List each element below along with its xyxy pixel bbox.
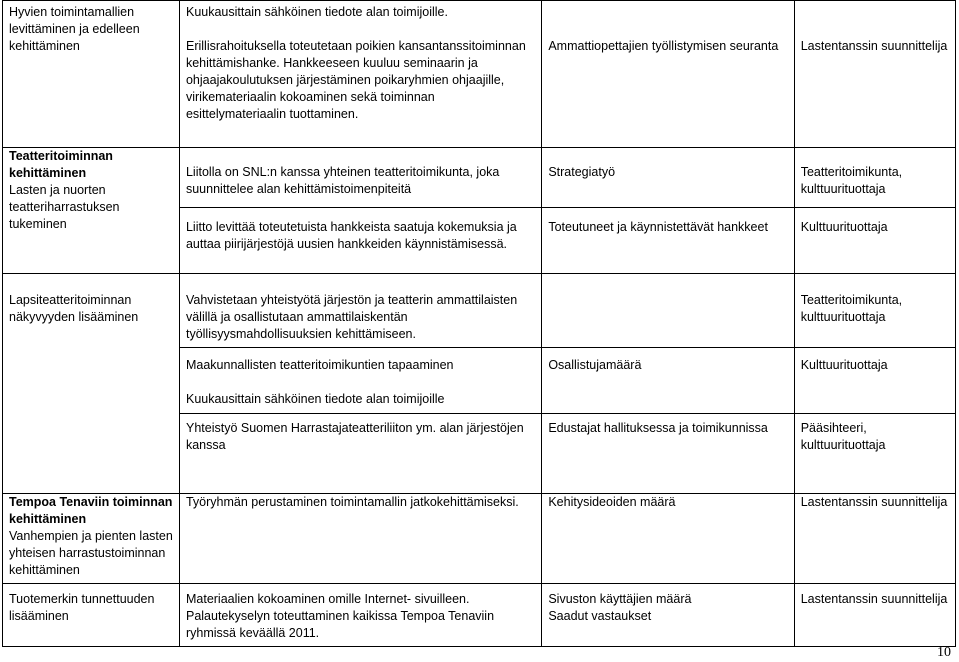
goal-text: Lapsiteatteritoiminnan näkyvyyden lisääminen (9, 293, 139, 324)
action-text: Vahvistetaan yhteistyötä järjestön ja teatterin ammattilaisten välillä ja osallistutaan ammattilaiskentän työllisyysmahdollisuuksien kehittämiseen. (185, 293, 518, 341)
responsible-cell (794, 494, 955, 584)
goal-cell (3, 1, 180, 148)
indicator-cell (542, 348, 794, 414)
goal-cell (3, 494, 180, 584)
indicator-text: Kehitysideoiden määrä (548, 495, 676, 509)
table-row (3, 148, 956, 208)
indicator-cell (542, 584, 794, 647)
action-text: Materiaalien kokoaminen omille Internet- sivuilleen. Palautekyselyn toteuttaminen kaikissa Tempoa Tenaviin ryhmissä keväällä 2011. (185, 592, 495, 640)
action-text: Erillisrahoituksella toteutetaan poikien kansantanssitoiminnan kehittämishanke. Hankkeeseen kuuluu seminaarin ja ohjaajakoulutuksen järjestäminen poikaryhmien ohjaajille, virikemateriaalin kokoaminen sekä toiminnan esittelymateriaalin tuottaminen. (185, 39, 526, 121)
responsible-text: Kulttuurituottaja (800, 220, 888, 234)
action-cell (179, 274, 541, 348)
responsible-text: Lastentanssin suunnittelija (800, 592, 948, 606)
action-text: Kuukausittain sähköinen tiedote alan toimijoille (185, 392, 445, 406)
responsible-text: Lastentanssin suunnittelija (800, 39, 948, 53)
action-cell (179, 348, 541, 414)
indicator-text: Toteutuneet ja käynnistettävät hankkeet (548, 220, 768, 234)
table-row (3, 274, 956, 348)
responsible-cell (794, 348, 955, 414)
action-text: Kuukausittain sähköinen tiedote alan toimijoille. (185, 5, 448, 19)
action-text: Yhteistyö Suomen Harrastajateatteriliiton ym. alan järjestöjen kanssa (185, 421, 524, 452)
table-row (3, 584, 956, 647)
responsible-text: Teatteritoimikunta, kulttuurituottaja (800, 293, 903, 324)
table-row (3, 1, 956, 148)
indicator-text: Strategiatyö (548, 165, 616, 179)
indicator-text: Sivuston käyttäjien määrä (548, 592, 692, 606)
responsible-text: Pääsihteeri, kulttuurituottaja (800, 421, 886, 452)
indicator-cell (542, 208, 794, 274)
responsible-cell (794, 274, 955, 348)
indicator-cell (542, 414, 794, 494)
action-text: Maakunnallisten teatteritoimikuntien tapaaminen (185, 358, 454, 372)
indicator-text: Ammattiopettajien työllistymisen seuranta (548, 39, 779, 53)
action-text: Työryhmän perustaminen toimintamallin jatkokehittämiseksi. (185, 495, 519, 509)
responsible-text: Lastentanssin suunnittelija (800, 495, 948, 509)
action-cell (179, 208, 541, 274)
action-cell (179, 584, 541, 647)
goal-text: Tuotemerkin tunnettuuden lisääminen (9, 592, 155, 623)
indicator-cell (542, 494, 794, 584)
goal-subtitle: Lasten ja nuorten teatteriharrastuksen tukeminen (9, 183, 120, 231)
indicator-text: Osallistujamäärä (548, 358, 642, 372)
goal-cell (3, 148, 180, 274)
action-cell (179, 494, 541, 584)
indicator-text: Edustajat hallituksessa ja toimikunnissa (548, 421, 768, 435)
responsible-cell (794, 584, 955, 647)
responsible-cell (794, 208, 955, 274)
goal-subtitle: Vanhempien ja pienten lasten yhteisen harrastustoiminnan kehittäminen (9, 529, 173, 577)
responsible-text: Kulttuurituottaja (800, 358, 888, 372)
indicator-cell (542, 274, 794, 348)
responsible-cell (794, 148, 955, 208)
action-plan-table (2, 0, 956, 647)
page-number: 10 (937, 645, 951, 660)
action-cell (179, 414, 541, 494)
action-text: Liitto levittää toteutetuista hankkeista saatuja kokemuksia ja auttaa piirijärjestöjä uusien hankkeiden käynnistämisessä. (185, 220, 517, 251)
indicator-text: Saadut vastaukset (548, 609, 652, 623)
responsible-cell (794, 1, 955, 148)
table-row (3, 494, 956, 584)
action-text: Liitolla on SNL:n kanssa yhteinen teatteritoimikunta, joka suunnittelee alan kehittämistoimenpiteitä (185, 165, 500, 196)
responsible-cell (794, 414, 955, 494)
goal-cell (3, 274, 180, 494)
action-cell (179, 148, 541, 208)
goal-cell (3, 584, 180, 647)
responsible-text: Teatteritoimikunta, kulttuurituottaja (800, 165, 903, 196)
action-cell (179, 1, 541, 148)
goal-title: Tempoa Tenaviin toiminnan kehittäminen (9, 495, 173, 526)
goal-title: Hyvien toimintamallien levittäminen ja edelleen kehittäminen (9, 5, 140, 53)
indicator-cell (542, 1, 794, 148)
goal-title: Teatteritoiminnan kehittäminen (9, 149, 113, 180)
indicator-cell (542, 148, 794, 208)
